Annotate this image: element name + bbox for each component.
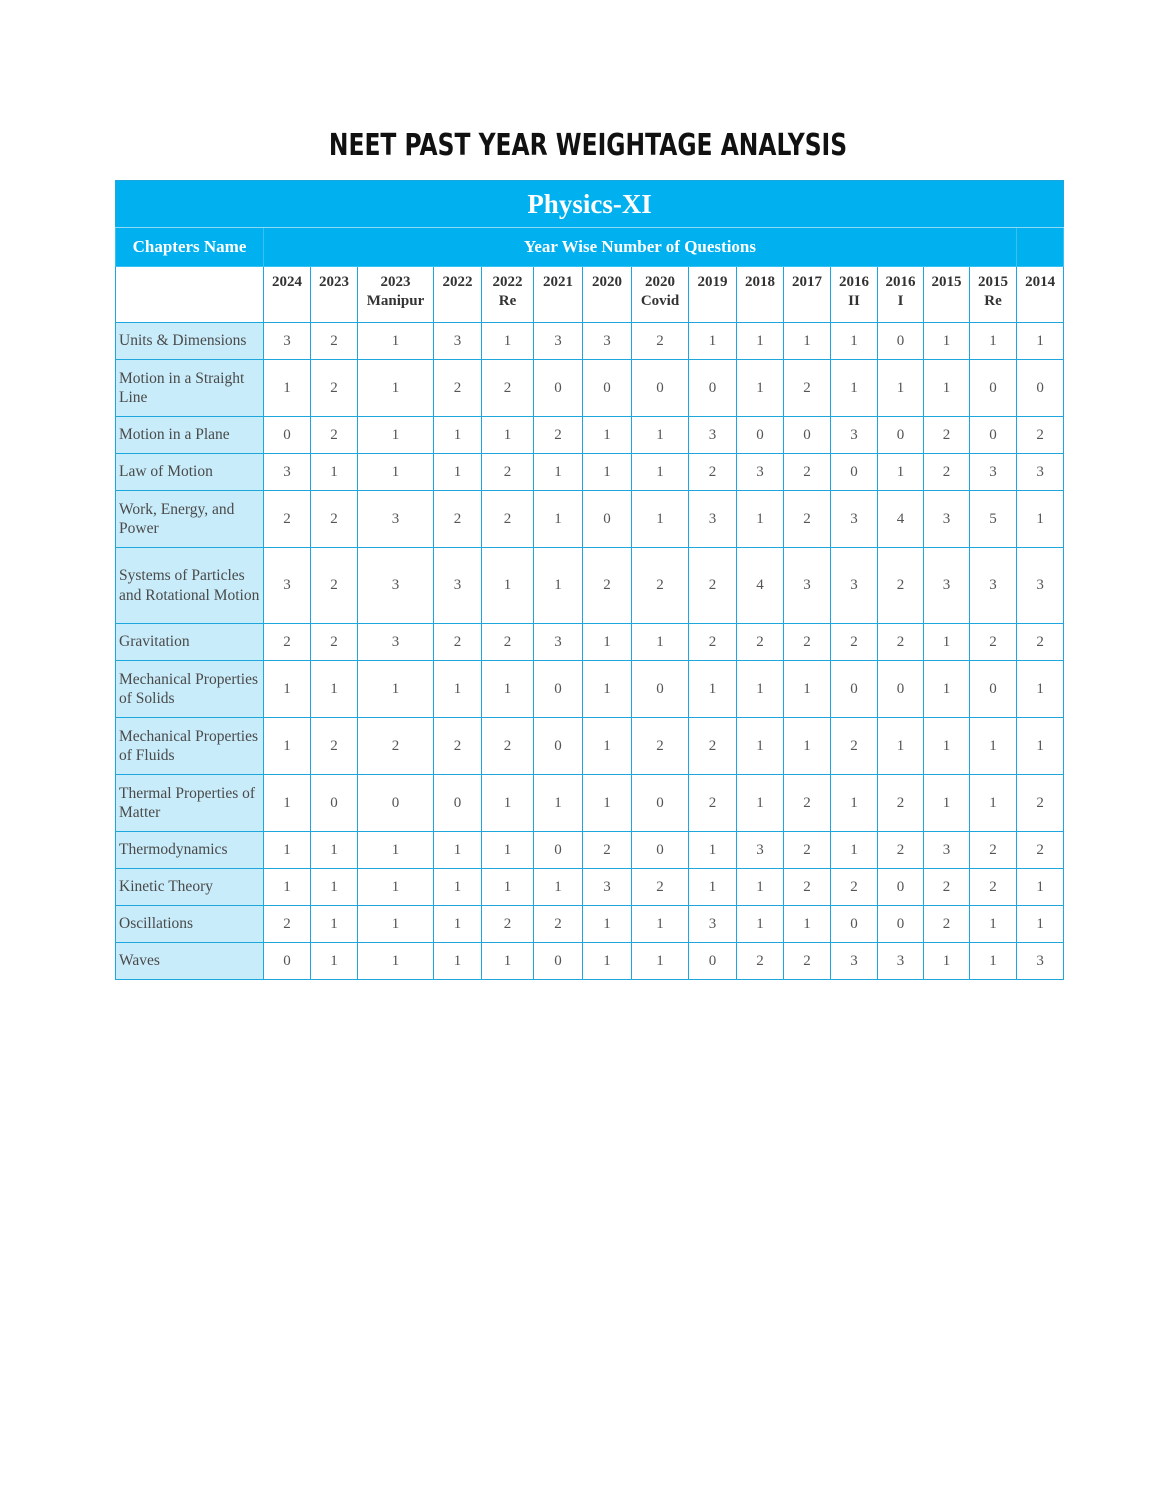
question-count-cell: 0 — [534, 832, 583, 869]
page-title: NEET PAST YEAR WEIGHTAGE ANALYSIS — [328, 128, 848, 163]
question-count-cell: 1 — [434, 943, 482, 980]
question-count-cell: 0 — [434, 775, 482, 832]
question-count-cell: 3 — [924, 548, 970, 624]
question-count-cell: 1 — [878, 360, 924, 417]
question-count-cell: 2 — [924, 454, 970, 491]
question-count-cell: 0 — [632, 360, 689, 417]
question-count-cell: 1 — [1017, 718, 1064, 775]
question-count-cell: 1 — [534, 775, 583, 832]
question-count-cell: 1 — [632, 624, 689, 661]
question-count-cell: 1 — [583, 417, 632, 454]
question-count-cell: 2 — [784, 491, 831, 548]
question-count-cell: 0 — [534, 360, 583, 417]
question-count-cell: 1 — [831, 832, 878, 869]
question-count-cell: 0 — [831, 454, 878, 491]
question-count-cell: 2 — [737, 943, 784, 980]
question-count-cell: 1 — [924, 360, 970, 417]
question-count-cell: 1 — [358, 323, 434, 360]
table-row — [116, 454, 1064, 491]
year-header-line: 2020 — [592, 274, 622, 290]
question-count-cell: 2 — [434, 624, 482, 661]
question-count-cell: 0 — [358, 775, 434, 832]
question-count-cell: 0 — [583, 360, 632, 417]
question-count-cell: 1 — [878, 454, 924, 491]
question-count-cell: 2 — [264, 624, 311, 661]
question-count-cell: 3 — [831, 943, 878, 980]
question-count-cell: 3 — [583, 323, 632, 360]
chapter-name-cell: Units & Dimensions — [116, 323, 264, 360]
question-count-cell: 3 — [358, 624, 434, 661]
question-count-cell: 3 — [689, 491, 737, 548]
question-count-cell: 1 — [970, 943, 1017, 980]
question-count-cell: 1 — [434, 869, 482, 906]
question-count-cell: 1 — [689, 323, 737, 360]
question-count-cell: 1 — [482, 323, 534, 360]
question-count-cell: 2 — [264, 491, 311, 548]
question-count-cell: 1 — [583, 775, 632, 832]
question-count-cell: 1 — [434, 417, 482, 454]
year-header-line: I — [897, 293, 904, 309]
question-count-cell: 1 — [434, 661, 482, 718]
question-count-cell: 2 — [482, 718, 534, 775]
table-row — [116, 360, 1064, 417]
question-count-cell: 3 — [264, 548, 311, 624]
question-count-cell: 1 — [264, 869, 311, 906]
question-count-cell: 1 — [1017, 869, 1064, 906]
question-count-cell: 1 — [737, 718, 784, 775]
question-count-cell: 2 — [784, 624, 831, 661]
table-row — [116, 661, 1064, 718]
question-count-cell: 2 — [534, 906, 583, 943]
question-count-cell: 1 — [264, 718, 311, 775]
chapter-name-cell: Oscillations — [116, 906, 264, 943]
question-count-cell: 1 — [737, 360, 784, 417]
year-header-line: 2023 — [380, 274, 411, 290]
question-count-cell: 2 — [358, 718, 434, 775]
question-count-cell: 2 — [264, 906, 311, 943]
chapter-name-cell: Mechanical Properties of Fluids — [116, 718, 264, 775]
question-count-cell: 2 — [784, 775, 831, 832]
question-count-cell: 1 — [311, 454, 358, 491]
question-count-cell: 1 — [784, 718, 831, 775]
question-count-cell: 1 — [632, 491, 689, 548]
question-count-cell: 1 — [831, 360, 878, 417]
question-count-cell: 2 — [831, 624, 878, 661]
question-count-cell: 3 — [358, 491, 434, 548]
question-count-cell: 2 — [924, 869, 970, 906]
question-count-cell: 1 — [1017, 323, 1064, 360]
question-count-cell: 2 — [311, 624, 358, 661]
question-count-cell: 1 — [737, 906, 784, 943]
question-count-cell: 3 — [534, 624, 583, 661]
question-count-cell: 2 — [311, 548, 358, 624]
question-count-cell: 3 — [264, 323, 311, 360]
year-header-line: 2023 — [319, 274, 349, 290]
question-count-cell: 3 — [689, 417, 737, 454]
year-column-header — [878, 267, 924, 323]
year-column-header — [583, 267, 632, 323]
question-count-cell: 1 — [689, 869, 737, 906]
question-count-cell: 2 — [632, 869, 689, 906]
question-count-cell: 2 — [924, 417, 970, 454]
question-count-cell: 1 — [1017, 661, 1064, 718]
year-header-line: 2014 — [1025, 274, 1056, 290]
question-count-cell: 2 — [311, 718, 358, 775]
question-count-cell: 0 — [689, 360, 737, 417]
question-count-cell: 3 — [831, 417, 878, 454]
question-count-cell: 0 — [534, 661, 583, 718]
question-count-cell: 3 — [434, 323, 482, 360]
question-count-cell: 1 — [482, 775, 534, 832]
question-count-cell: 1 — [689, 661, 737, 718]
question-count-cell: 2 — [970, 624, 1017, 661]
question-count-cell: 1 — [358, 943, 434, 980]
question-count-cell: 1 — [632, 943, 689, 980]
question-count-cell: 2 — [737, 624, 784, 661]
table-row — [116, 906, 1064, 943]
question-count-cell: 2 — [784, 454, 831, 491]
question-count-cell: 1 — [970, 323, 1017, 360]
chapter-name-cell: Motion in a Plane — [116, 417, 264, 454]
question-count-cell: 2 — [482, 454, 534, 491]
question-count-cell: 3 — [583, 869, 632, 906]
question-count-cell: 2 — [311, 417, 358, 454]
question-count-cell: 1 — [737, 491, 784, 548]
question-count-cell: 3 — [689, 906, 737, 943]
question-count-cell: 0 — [534, 718, 583, 775]
question-count-cell: 1 — [632, 906, 689, 943]
chapter-name-cell: Motion in a Straight Line — [116, 360, 264, 417]
question-count-cell: 1 — [689, 832, 737, 869]
question-count-cell: 2 — [632, 718, 689, 775]
question-count-cell: 1 — [878, 718, 924, 775]
question-count-cell: 1 — [583, 718, 632, 775]
question-count-cell: 1 — [924, 775, 970, 832]
question-count-cell: 1 — [737, 775, 784, 832]
year-column-header — [632, 267, 689, 323]
question-count-cell: 4 — [878, 491, 924, 548]
question-count-cell: 0 — [878, 417, 924, 454]
question-count-cell: 2 — [482, 360, 534, 417]
question-count-cell: 1 — [358, 906, 434, 943]
chapter-name-cell: Systems of Particles and Rotational Motion — [116, 548, 264, 624]
question-count-cell: 1 — [583, 943, 632, 980]
weightage-table-container — [115, 180, 1063, 980]
year-header-line: Manipur — [366, 293, 425, 309]
question-count-cell: 1 — [311, 661, 358, 718]
question-count-cell: 3 — [534, 323, 583, 360]
question-count-cell: 1 — [737, 661, 784, 718]
question-count-cell: 0 — [878, 869, 924, 906]
question-count-cell: 1 — [970, 775, 1017, 832]
question-count-cell: 2 — [1017, 417, 1064, 454]
question-count-cell: 2 — [434, 360, 482, 417]
question-count-cell: 0 — [878, 661, 924, 718]
question-count-cell: 1 — [534, 869, 583, 906]
question-count-cell: 2 — [482, 491, 534, 548]
chapter-name-cell: Gravitation — [116, 624, 264, 661]
question-count-cell: 1 — [358, 360, 434, 417]
question-count-cell: 0 — [583, 491, 632, 548]
question-count-cell: 1 — [583, 624, 632, 661]
year-header-line: Re — [984, 293, 1002, 309]
question-count-cell: 3 — [434, 548, 482, 624]
question-count-cell: 1 — [583, 661, 632, 718]
question-count-cell: 0 — [264, 943, 311, 980]
question-count-cell: 0 — [689, 943, 737, 980]
question-count-cell: 0 — [970, 417, 1017, 454]
table-row — [116, 718, 1064, 775]
question-count-cell: 2 — [311, 360, 358, 417]
question-count-cell: 1 — [264, 661, 311, 718]
chapter-name-cell: Waves — [116, 943, 264, 980]
table-row — [116, 775, 1064, 832]
question-count-cell: 2 — [632, 323, 689, 360]
question-count-cell: 0 — [632, 661, 689, 718]
question-count-cell: 1 — [1017, 491, 1064, 548]
year-header-line: 2018 — [745, 274, 775, 290]
question-count-cell: 1 — [831, 323, 878, 360]
question-count-cell: 1 — [482, 548, 534, 624]
question-count-cell: 1 — [632, 454, 689, 491]
question-count-cell: 1 — [358, 869, 434, 906]
question-count-cell: 1 — [970, 906, 1017, 943]
question-count-cell: 1 — [434, 906, 482, 943]
question-count-cell: 2 — [970, 869, 1017, 906]
question-count-cell: 2 — [434, 491, 482, 548]
weightage-table — [115, 180, 1064, 980]
question-count-cell: 3 — [737, 832, 784, 869]
question-count-cell: 2 — [831, 718, 878, 775]
question-count-cell: 1 — [482, 417, 534, 454]
question-count-cell: 2 — [434, 718, 482, 775]
question-count-cell: 1 — [358, 832, 434, 869]
year-column-header — [482, 267, 534, 323]
year-header-line: 2019 — [697, 274, 728, 290]
question-count-cell: 2 — [482, 906, 534, 943]
year-wise-header: Year Wise Number of Questions — [264, 228, 1017, 267]
table-row — [116, 869, 1064, 906]
question-count-cell: 3 — [784, 548, 831, 624]
table-row — [116, 624, 1064, 661]
question-count-cell: 0 — [264, 417, 311, 454]
table-row — [116, 548, 1064, 624]
question-count-cell: 1 — [583, 454, 632, 491]
year-header-line: 2022 — [492, 274, 523, 290]
chapter-name-cell: Thermal Properties of Matter — [116, 775, 264, 832]
year-header-line: Re — [498, 293, 517, 309]
question-count-cell: 1 — [482, 661, 534, 718]
question-count-cell: 1 — [534, 454, 583, 491]
question-count-cell: 2 — [311, 323, 358, 360]
table-row — [116, 491, 1064, 548]
question-count-cell: 1 — [784, 661, 831, 718]
year-header-line: 2017 — [792, 274, 822, 290]
question-count-cell: 2 — [311, 491, 358, 548]
question-count-cell: 1 — [583, 906, 632, 943]
question-count-cell: 1 — [482, 869, 534, 906]
year-header-line: II — [848, 293, 860, 309]
table-row — [116, 943, 1064, 980]
question-count-cell: 1 — [434, 454, 482, 491]
year-column-header — [737, 267, 784, 323]
year-header-line: 2020 — [645, 274, 675, 290]
question-count-cell: 3 — [358, 548, 434, 624]
question-count-cell: 2 — [632, 548, 689, 624]
year-header-line: 2016 — [885, 274, 916, 290]
question-count-cell: 1 — [311, 906, 358, 943]
question-count-cell: 0 — [970, 360, 1017, 417]
question-count-cell: 3 — [831, 491, 878, 548]
question-count-cell: 4 — [737, 548, 784, 624]
question-count-cell: 2 — [878, 624, 924, 661]
question-count-cell: 1 — [264, 832, 311, 869]
question-count-cell: 2 — [534, 417, 583, 454]
year-column-header — [831, 267, 878, 323]
question-count-cell: 2 — [878, 548, 924, 624]
year-header-line: 2021 — [543, 274, 573, 290]
question-count-cell: 2 — [689, 624, 737, 661]
question-count-cell: 1 — [534, 548, 583, 624]
question-count-cell: 3 — [1017, 943, 1064, 980]
question-count-cell: 2 — [689, 454, 737, 491]
question-count-cell: 0 — [831, 906, 878, 943]
question-count-cell: 2 — [1017, 775, 1064, 832]
question-count-cell: 1 — [737, 869, 784, 906]
question-count-cell: 2 — [583, 832, 632, 869]
subject-banner: Physics-XI — [116, 181, 1064, 228]
year-column-header — [358, 267, 434, 323]
chapters-name-header: Chapters Name — [116, 228, 264, 267]
question-count-cell: 2 — [482, 624, 534, 661]
question-count-cell: 1 — [831, 775, 878, 832]
question-count-cell: 1 — [264, 360, 311, 417]
year-column-header — [264, 267, 311, 323]
question-count-cell: 1 — [924, 661, 970, 718]
question-count-cell: 1 — [632, 417, 689, 454]
year-header-line: 2015 — [978, 274, 1008, 290]
question-count-cell: 2 — [784, 360, 831, 417]
question-count-cell: 3 — [924, 491, 970, 548]
chapter-name-cell: Law of Motion — [116, 454, 264, 491]
question-count-cell: 5 — [970, 491, 1017, 548]
question-count-cell: 2 — [784, 943, 831, 980]
question-count-cell: 0 — [970, 661, 1017, 718]
question-count-cell: 3 — [924, 832, 970, 869]
table-row — [116, 832, 1064, 869]
question-count-cell: 1 — [924, 624, 970, 661]
question-count-cell: 3 — [1017, 548, 1064, 624]
question-count-cell: 1 — [358, 661, 434, 718]
question-count-cell: 0 — [1017, 360, 1064, 417]
table-row — [116, 323, 1064, 360]
question-count-cell: 3 — [970, 548, 1017, 624]
year-column-header — [970, 267, 1017, 323]
question-count-cell: 1 — [264, 775, 311, 832]
question-count-cell: 3 — [1017, 454, 1064, 491]
year-column-header — [534, 267, 583, 323]
question-count-cell: 1 — [311, 943, 358, 980]
question-count-cell: 1 — [924, 718, 970, 775]
question-count-cell: 1 — [1017, 906, 1064, 943]
year-column-header — [1017, 267, 1064, 323]
year-column-header — [689, 267, 737, 323]
question-count-cell: 2 — [970, 832, 1017, 869]
question-count-cell: 0 — [831, 661, 878, 718]
question-count-cell: 2 — [878, 775, 924, 832]
year-header-line: 2015 — [931, 274, 962, 290]
year-column-header — [311, 267, 358, 323]
question-count-cell: 2 — [689, 718, 737, 775]
question-count-cell: 0 — [632, 775, 689, 832]
year-header-line: Covid — [640, 293, 680, 309]
question-count-cell: 0 — [737, 417, 784, 454]
question-count-cell: 2 — [784, 869, 831, 906]
year-column-header — [784, 267, 831, 323]
chapter-name-cell: Thermodynamics — [116, 832, 264, 869]
question-count-cell: 2 — [924, 906, 970, 943]
question-count-cell: 2 — [878, 832, 924, 869]
question-count-cell: 3 — [264, 454, 311, 491]
question-count-cell: 1 — [358, 454, 434, 491]
year-header-line: 2022 — [442, 274, 473, 290]
table-row — [116, 417, 1064, 454]
question-count-cell: 1 — [311, 832, 358, 869]
year-column-header — [924, 267, 970, 323]
question-count-cell: 0 — [311, 775, 358, 832]
question-count-cell: 1 — [482, 832, 534, 869]
question-count-cell: 1 — [482, 943, 534, 980]
question-count-cell: 1 — [311, 869, 358, 906]
chapter-name-cell: Mechanical Properties of Solids — [116, 661, 264, 718]
question-count-cell: 2 — [1017, 832, 1064, 869]
question-count-cell: 2 — [1017, 624, 1064, 661]
question-count-cell: 2 — [784, 832, 831, 869]
question-count-cell: 0 — [534, 943, 583, 980]
question-count-cell: 2 — [831, 869, 878, 906]
year-header-line: 2016 — [839, 274, 869, 290]
question-count-cell: 1 — [784, 906, 831, 943]
question-count-cell: 1 — [924, 323, 970, 360]
question-count-cell: 1 — [534, 491, 583, 548]
question-count-cell: 2 — [583, 548, 632, 624]
chapter-name-cell: Work, Energy, and Power — [116, 491, 264, 548]
question-count-cell: 0 — [632, 832, 689, 869]
chapter-column-blank-cell — [116, 267, 264, 323]
question-count-cell: 3 — [831, 548, 878, 624]
question-count-cell: 3 — [878, 943, 924, 980]
question-count-cell: 1 — [358, 417, 434, 454]
year-column-header — [434, 267, 482, 323]
question-count-cell: 3 — [737, 454, 784, 491]
chapter-name-cell: Kinetic Theory — [116, 869, 264, 906]
question-count-cell: 1 — [784, 323, 831, 360]
question-count-cell: 1 — [924, 943, 970, 980]
question-count-cell: 1 — [970, 718, 1017, 775]
question-count-cell: 0 — [784, 417, 831, 454]
question-count-cell: 2 — [689, 775, 737, 832]
question-count-cell: 3 — [970, 454, 1017, 491]
year-header-line: 2024 — [272, 274, 302, 290]
question-count-cell: 2 — [689, 548, 737, 624]
question-count-cell: 0 — [878, 323, 924, 360]
question-count-cell: 1 — [434, 832, 482, 869]
question-count-cell: 0 — [878, 906, 924, 943]
question-count-cell: 1 — [737, 323, 784, 360]
header-filler-cell — [1017, 228, 1064, 267]
